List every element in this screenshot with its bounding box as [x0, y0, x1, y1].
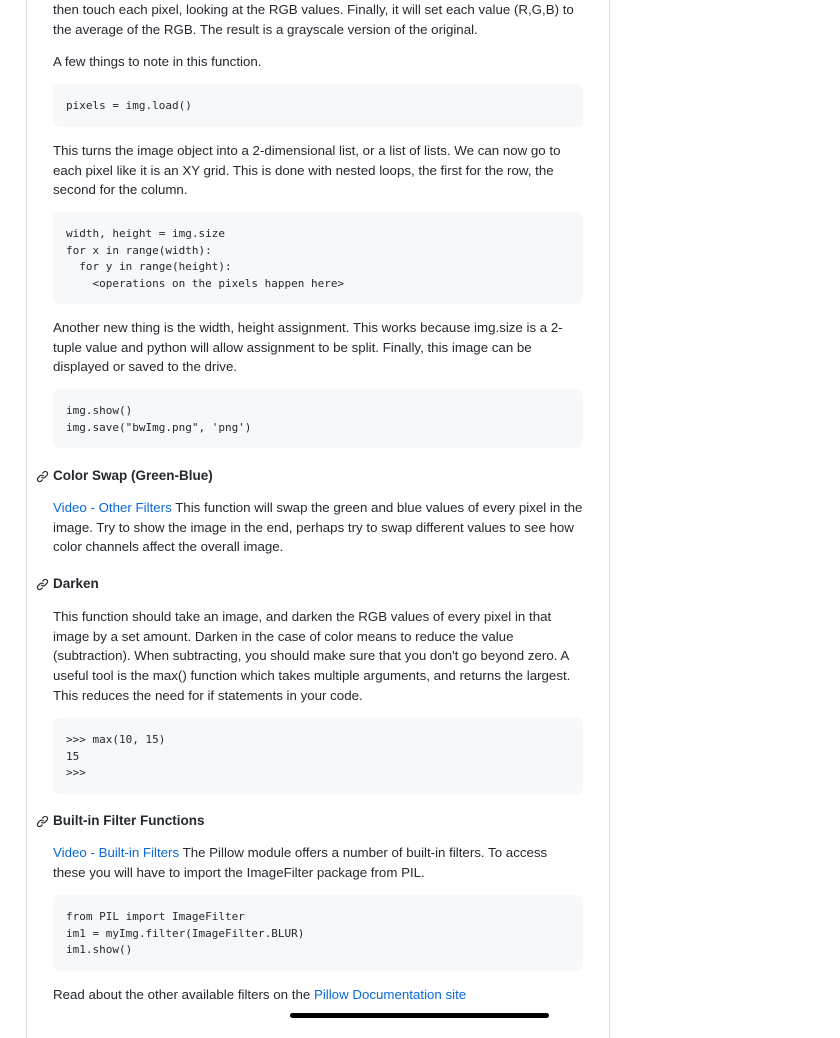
paragraph-builtin: [53, 843, 583, 882]
link-icon: [36, 470, 49, 483]
video-other-filters-link[interactable]: Video - Other Filters: [53, 500, 172, 515]
heading-builtin-filters-text: Built-in Filter Functions: [53, 813, 205, 828]
heading-builtin-filters[interactable]: [36, 812, 205, 830]
link-icon: [36, 578, 49, 591]
paragraph-notes-intro: A few things to note in this function.: [53, 54, 262, 69]
paragraph-color-swap: [53, 498, 583, 557]
pillow-docs-link[interactable]: Pillow Documentation site: [313, 987, 467, 1002]
builtin-text: The Pillow module offers a number of built-in filters. To access these you will have to import the ImageFilter package from PIL.: [53, 845, 548, 880]
heading-darken[interactable]: [36, 575, 99, 593]
read-more-text: Read about the other available filters on the: [53, 987, 314, 1002]
paragraph-grayscale-end: then touch each pixel, looking at the RGB values. Finally, it will set each value (R,G,B) to the average of the RGB. The result is a grayscale version of the original.: [53, 2, 574, 37]
video-builtin-filters-link[interactable]: Video - Built-in Filters: [53, 845, 180, 860]
home-indicator[interactable]: [290, 1013, 549, 1018]
paragraph-2d-list: This turns the image object into a 2-dimensional list, or a list of lists. We can now go to each pixel like it is an XY grid. This is done with nested loops, the first for the row, the second for the column.: [53, 143, 561, 198]
heading-darken-text: Darken: [53, 576, 99, 591]
paragraph-read-more: [53, 985, 583, 1005]
link-icon: [36, 815, 49, 828]
paragraph-darken: This function should take an image, and darken the RGB values of every pixel in that image by a set amount. Darken in the case of color means to reduce the value (subtraction). When subtracting, you should make sure that you don't go beyond zero. A useful tool is the max() function which takes multiple arguments, and returns the largest. This reduces the need for if statements in your code.: [53, 609, 571, 703]
paragraph-assignment: Another new thing is the width, height assignment. This works because img.size is a 2-tuple value and python will allow assignment to be split. Finally, this image can be displayed or saved to the drive.: [53, 320, 563, 375]
code-block-imagefilter: from PIL import ImageFilter im1 = myImg.filter(ImageFilter.BLUR) im1.show(): [53, 895, 583, 971]
heading-color-swap[interactable]: [36, 467, 213, 485]
color-swap-text: This function will swap the green and blue values of every pixel in the image. Try to show the image in the end, perhaps try to swap different values to see how color channels affect the overall image.: [53, 500, 583, 555]
code-block-load: pixels = img.load(): [53, 84, 583, 127]
code-block-show-save: img.show() img.save("bwImg.png", 'png'): [53, 389, 583, 448]
code-block-loops: width, height = img.size for x in range(width): for y in range(height): <operations on the pixels happen here>: [53, 212, 583, 304]
heading-color-swap-text: Color Swap (Green-Blue): [53, 468, 213, 483]
code-block-max: >>> max(10, 15) 15 >>>: [53, 718, 583, 794]
